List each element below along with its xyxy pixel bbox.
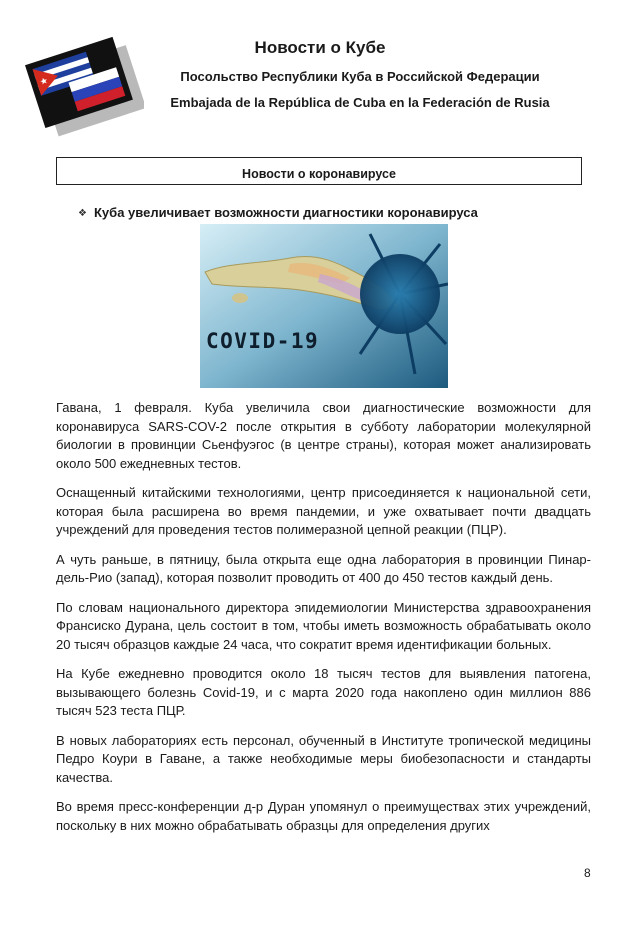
paragraph: Во время пресс-конференции д-р Дуран упомянул о преимуществах этих учреждений, поскольку в них можно обрабатывать образцы для определения других — [56, 799, 591, 833]
embassy-name-ru: Посольство Республики Куба в Российской Федерации — [180, 69, 540, 84]
paragraph: На Кубе ежедневно проводится около 18 тысяч тестов для выявления патогена, вызывающего болезнь Covid-19, и с марта 2020 года накоплено один миллион 886 тысяч 523 теста ПЦР. — [56, 666, 591, 718]
cuba-russia-flags-logo — [24, 30, 144, 140]
section-title: Новости о коронавирусе — [242, 167, 396, 181]
article-headline-text: Куба увеличивает возможности диагностики коронавируса — [94, 205, 478, 220]
paragraph: В новых лабораториях есть персонал, обученный в Институте тропической медицины Педро Коури в Гаване, а также необходимые меры биобезопасности и стандарты качества. — [56, 732, 591, 785]
diamond-bullet-icon: ❖ — [78, 208, 87, 219]
page-number: 8 — [584, 866, 591, 880]
embassy-name-es: Embajada de la República de Cuba en la Federación de Rusia — [170, 95, 550, 110]
article-body — [56, 399, 591, 846]
paragraph: По словам национального директора эпидемиологии Министерства здравоохранения Франсиско Дурана, цель состоит в том, чтобы иметь возможность обрабатывать около 20 тысяч образцов каждые 24 часа, что сократит время идентификации больных. — [56, 599, 591, 652]
newsletter-title: Новости о Кубе — [254, 38, 386, 57]
article-headline — [78, 205, 478, 220]
paragraph: Оснащенный китайскими технологиями, центр присоединяется к национальной сети, которая была расширена во время пандемии, и уже охватывает почти двадцать учреждений для проведения тестов полимеразной цепной реакции (ПЦР). — [56, 485, 591, 537]
paragraph: Гавана, 1 февраля. Куба увеличила свои диагностические возможности для коронавируса SARS-COV-2 после открытия в субботу лаборатории молекулярной биологии в провинции Сьенфуэгос (в центре страны), которая может анализировать около 500 ежедневных тестов. — [56, 400, 591, 471]
covid-map-image — [200, 224, 448, 388]
covid-19-label: COVID-19 — [206, 329, 320, 353]
paragraph: А чуть раньше, в пятницу, была открыта еще одна лаборатория в провинции Пинар-дель-Рио (запад), которая позволит проводить от 400 до 450 тестов каждый день. — [56, 551, 591, 585]
section-title-box — [56, 157, 582, 185]
